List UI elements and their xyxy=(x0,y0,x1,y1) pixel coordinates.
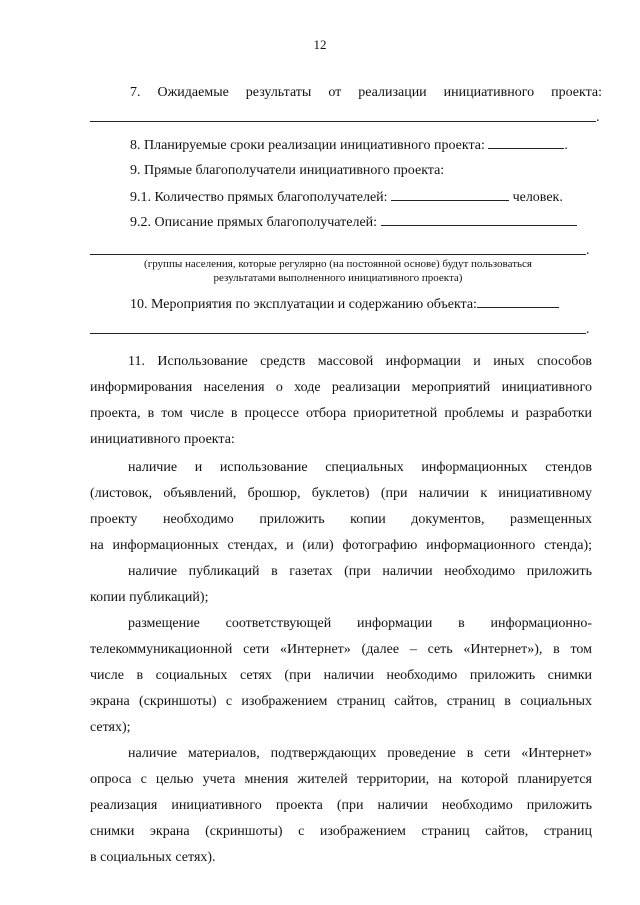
s11-line-6: (листовок, объявлений, брошюр, буклетов) (при наличии к инициативному xyxy=(90,486,592,501)
item-9-2-text: 9.2. Описание прямых благополучателей: xyxy=(130,215,378,230)
s11-line-8: на информационных стендах, и (или) фотографию информационного стенда); xyxy=(90,538,592,553)
item-9-2-note-1: (группы населения, которые регулярно (на постоянной основе) будут пользоваться xyxy=(144,258,532,270)
item-9-2-blank xyxy=(381,213,577,226)
s11-line-18: реализация инициативного проекта (при наличии необходимо приложить xyxy=(90,798,592,813)
s11-line-14: экрана (скриншоты) с изображением страниц сайтов, страниц в социальных xyxy=(90,694,592,709)
item-10-answer-line xyxy=(90,333,586,334)
s11-line-20: в социальных сетях). xyxy=(90,850,216,865)
s11-line-12: телекоммуникационной сети «Интернет» (далее – сеть «Интернет»), в том xyxy=(90,642,592,657)
s11-line-9: наличие публикаций в газетах (при наличии необходимо приложить xyxy=(128,564,592,579)
item-10-row xyxy=(130,295,559,314)
s11-line-5: наличие и использование специальных информационных стендов xyxy=(128,460,592,475)
s11-line-15: сетях); xyxy=(90,720,131,735)
item-7-period: . xyxy=(596,110,600,125)
item-9-2-note-2: результатами выполненного инициативного проекта) xyxy=(213,272,463,284)
s11-line-7: проекту необходимо приложить копии документов, размещенных xyxy=(90,512,592,527)
s11-line-17: опроса с целью учета мнения жителей территории, на которой планируется xyxy=(90,772,592,787)
s11-line-13: числе в социальных сетях (при наличии необходимо приложить снимки xyxy=(90,668,592,683)
s11-line-10: копии публикаций); xyxy=(90,590,209,605)
page-number: 12 xyxy=(313,37,327,52)
item-9-1-blank xyxy=(391,188,509,201)
item-9-2-answer-line xyxy=(90,254,586,255)
item-7-answer-line xyxy=(90,121,596,122)
s11-line-16: наличие материалов, подтверждающих проведение в сети «Интернет» xyxy=(128,746,592,761)
s11-line-11: размещение соответствующей информации в информационно- xyxy=(128,616,592,631)
item-9-2-period: . xyxy=(586,243,590,258)
item-10-text: 10. Мероприятия по эксплуатации и содержанию объекта: xyxy=(130,297,477,312)
item-8-blank xyxy=(488,136,564,149)
item-9-1-unit: человек. xyxy=(512,190,563,205)
item-10-blank xyxy=(477,295,559,308)
item-9-2-row xyxy=(130,213,577,232)
item-8-text: 8. Планируемые сроки реализации инициативного проекта: xyxy=(130,138,485,153)
s11-line-1: 11. Использование средств массовой информации и иных способов xyxy=(128,354,592,369)
item-9-1-text: 9.1. Количество прямых благополучателей: xyxy=(130,190,388,205)
item-9-1-row xyxy=(130,188,563,207)
s11-line-2: информирования населения о ходе реализации мероприятий инициативного xyxy=(90,380,592,395)
item-7-text: 7. Ожидаемые результаты от реализации инициативного проекта: xyxy=(130,85,602,100)
item-9-text: 9. Прямые благополучатели инициативного проекта: xyxy=(130,163,445,178)
s11-line-3: проекта, в том числе в процессе отбора приоритетной проблемы и разработки xyxy=(90,406,592,421)
s11-line-19: снимки экрана (скриншоты) с изображением страниц сайтов, страниц xyxy=(90,824,592,839)
s11-line-4: инициативного проекта: xyxy=(90,432,235,447)
item-8-row: 8. Планируемые сроки реализации инициативного проекта: . xyxy=(130,138,568,153)
item-10-period: . xyxy=(586,322,590,337)
